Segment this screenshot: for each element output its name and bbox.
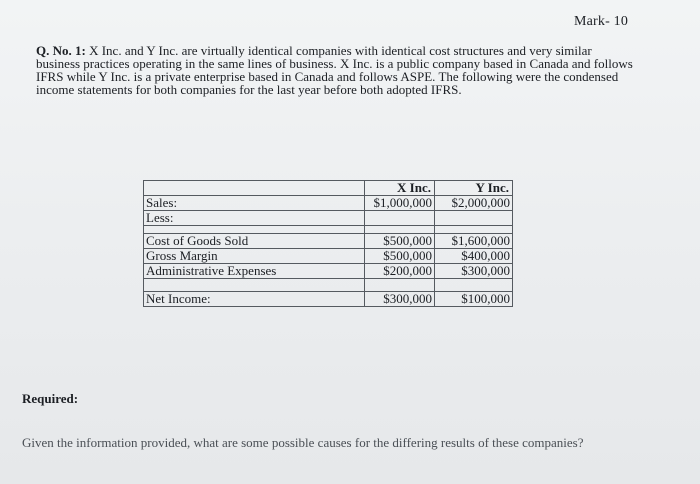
mark-label: Mark- 10	[574, 14, 629, 29]
x-inc-value: $1,000,000	[365, 196, 435, 211]
table-row-admin-expenses	[144, 264, 513, 279]
y-inc-value	[435, 211, 513, 226]
header-y-inc: Y Inc.	[435, 181, 513, 196]
table-spacer-row	[144, 226, 513, 234]
x-inc-value: $300,000	[365, 292, 435, 307]
question-text: X Inc. and Y Inc. are virtually identical companies with identical cost structures and very similar business practices operating in the same lines of business. X Inc. is a public company based in Canada and follows IFRS while Y Inc. is a private enterprise based in Canada and follows ASPE. The following were the condensed income statements for both companies for the last year before both adopted IFRS.	[36, 43, 633, 97]
y-inc-value: $1,600,000	[435, 234, 513, 249]
table-row-cogs	[144, 234, 513, 249]
x-inc-value: $200,000	[365, 264, 435, 279]
required-text: Given the information provided, what are some possible causes for the differing results of these companies?	[22, 435, 584, 450]
x-inc-value: $500,000	[365, 234, 435, 249]
row-label: Administrative Expenses	[144, 264, 365, 279]
table-row-less	[144, 211, 513, 226]
question-paragraph	[36, 44, 636, 96]
row-label: Gross Margin	[144, 249, 365, 264]
y-inc-value: $2,000,000	[435, 196, 513, 211]
question-number: Q. No. 1:	[36, 43, 86, 58]
header-blank-cell	[144, 181, 365, 196]
required-heading: Required:	[22, 391, 79, 406]
table-spacer-row	[144, 279, 513, 292]
x-inc-value	[365, 211, 435, 226]
y-inc-value: $100,000	[435, 292, 513, 307]
table-row-gross-margin	[144, 249, 513, 264]
row-label: Net Income:	[144, 292, 365, 307]
row-label: Less:	[144, 211, 365, 226]
income-statement-table	[143, 180, 513, 307]
table-row-sales	[144, 196, 513, 211]
table-row-net-income	[144, 292, 513, 307]
row-label: Sales:	[144, 196, 365, 211]
y-inc-value: $300,000	[435, 264, 513, 279]
row-label: Cost of Goods Sold	[144, 234, 365, 249]
x-inc-value: $500,000	[365, 249, 435, 264]
table-header-row	[144, 181, 513, 196]
y-inc-value: $400,000	[435, 249, 513, 264]
header-x-inc: X Inc.	[365, 181, 435, 196]
